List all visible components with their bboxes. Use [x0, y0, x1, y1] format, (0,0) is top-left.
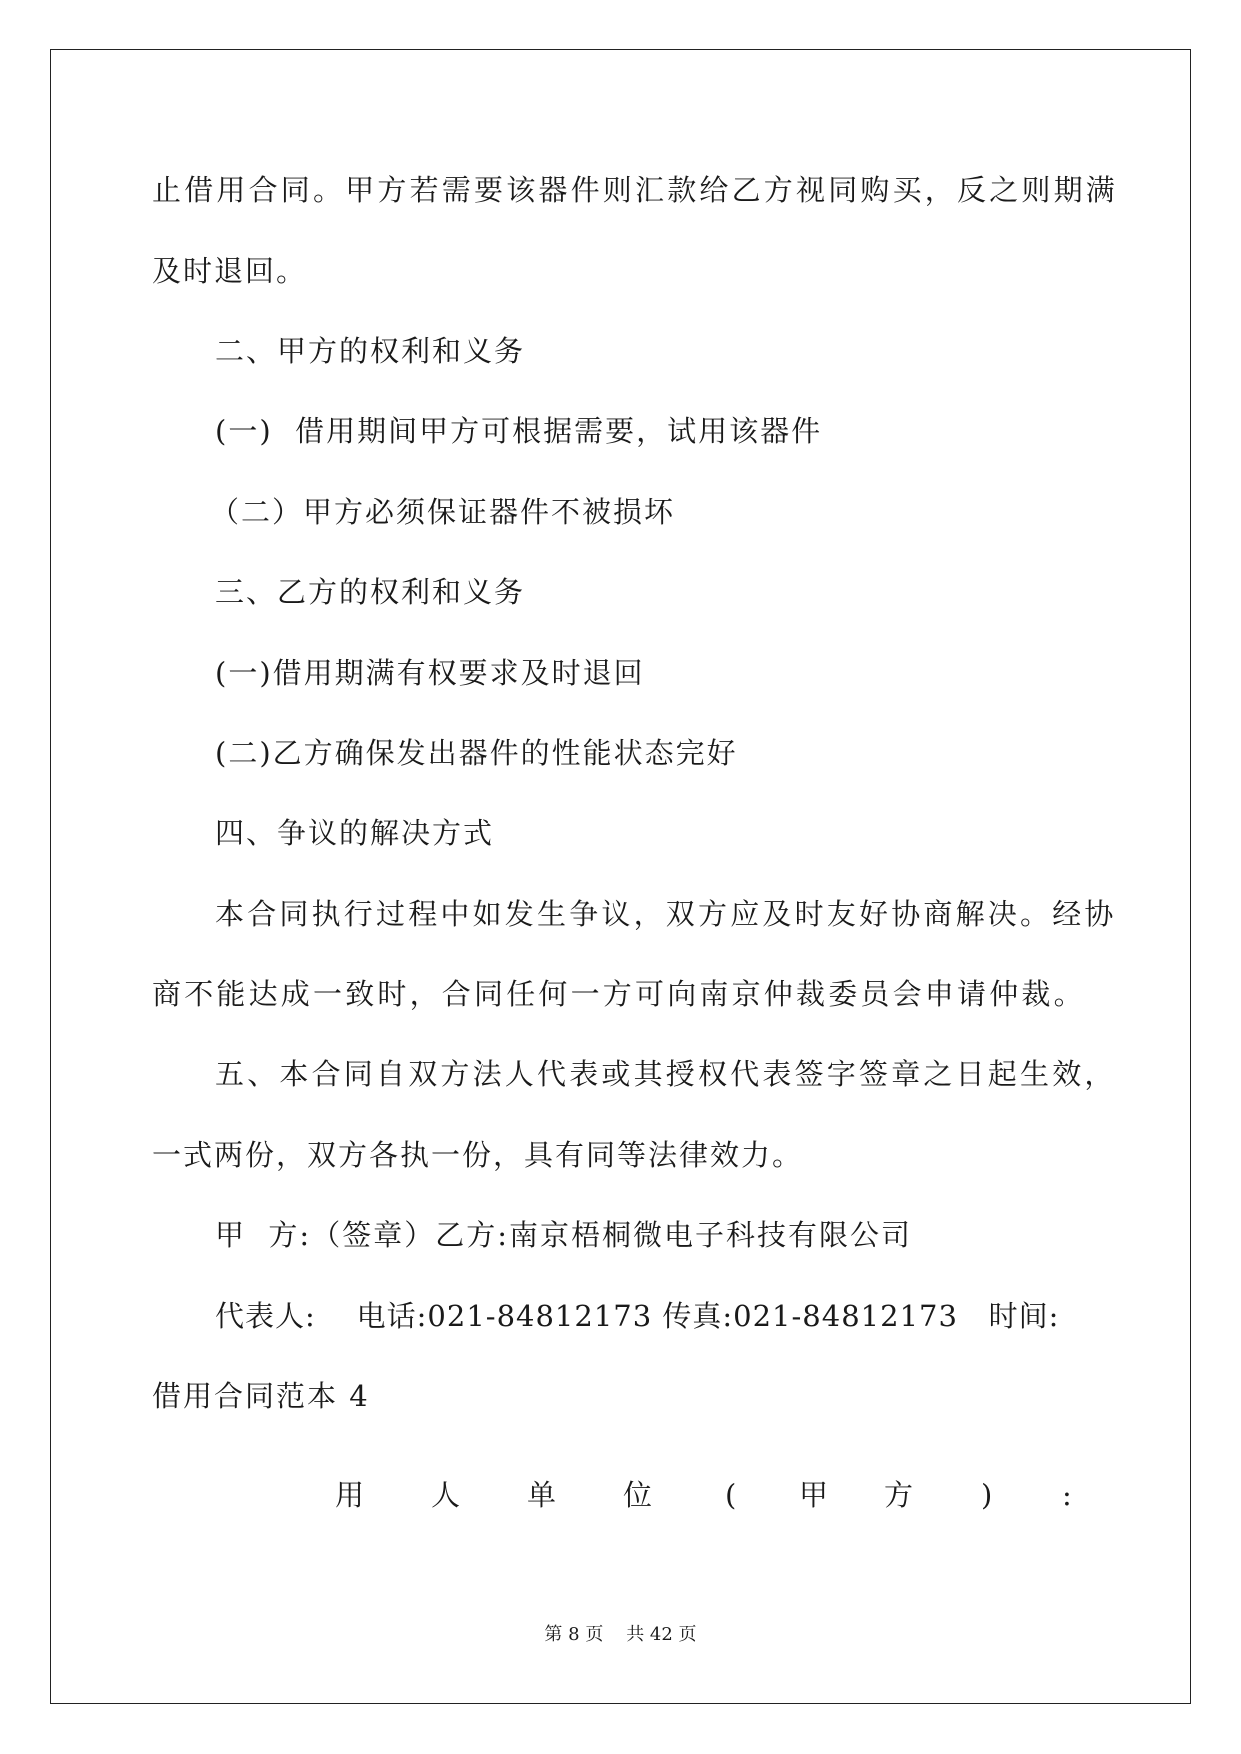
- spread-char-1: 用: [335, 1478, 365, 1512]
- signature-party-line: 甲 方:（签章）乙方:南京梧桐微电子科技有限公司: [215, 1218, 912, 1252]
- spread-char-7: 方: [884, 1478, 914, 1512]
- body-line-validity: 一式两份，双方各执一份，具有同等法律效力。: [152, 1138, 804, 1172]
- template-title: 借用合同范本 4: [152, 1379, 370, 1413]
- spread-char-6: 甲: [799, 1478, 829, 1512]
- clause-2-1: (一) 借用期间甲方可根据需要，试用该器件: [215, 414, 823, 448]
- clause-3-2: (二)乙方确保发出器件的性能状态完好: [215, 736, 738, 770]
- section-heading-5: 五、本合同自双方法人代表或其授权代表签字签章之日起生效，: [215, 1057, 1117, 1091]
- body-line-1: 止借用合同。甲方若需要该器件则汇款给乙方视同购买，反之则期满: [152, 173, 1119, 207]
- section-heading-3: 三、乙方的权利和义务: [215, 575, 526, 609]
- clause-2-2: （二）甲方必须保证器件不被损坏: [210, 495, 676, 529]
- page-footer: 第 8 页 共 42 页: [544, 1624, 697, 1645]
- spread-char-2: 人: [431, 1478, 461, 1512]
- body-line-2: 及时退回。: [152, 254, 308, 288]
- spread-char-4: 位: [623, 1478, 653, 1512]
- spread-char-3: 单: [527, 1478, 557, 1512]
- page-border: [50, 49, 1191, 1704]
- section-heading-4: 四、争议的解决方式: [215, 816, 495, 850]
- spread-char-5: (: [725, 1478, 737, 1512]
- spread-char-8: ): [981, 1478, 993, 1512]
- body-line-dispute-1: 本合同执行过程中如发生争议，双方应及时友好协商解决。经协: [215, 897, 1117, 931]
- section-heading-2: 二、甲方的权利和义务: [215, 334, 526, 368]
- clause-3-1: (一)借用期满有权要求及时退回: [215, 656, 645, 690]
- spread-char-9: :: [1062, 1478, 1072, 1512]
- body-line-dispute-2: 商不能达成一致时，合同任何一方可向南京仲裁委员会申请仲裁。: [152, 977, 1086, 1011]
- signature-contact-line: 代表人: 电话:021-84812173 传真:021-84812173 时间:: [215, 1299, 1060, 1333]
